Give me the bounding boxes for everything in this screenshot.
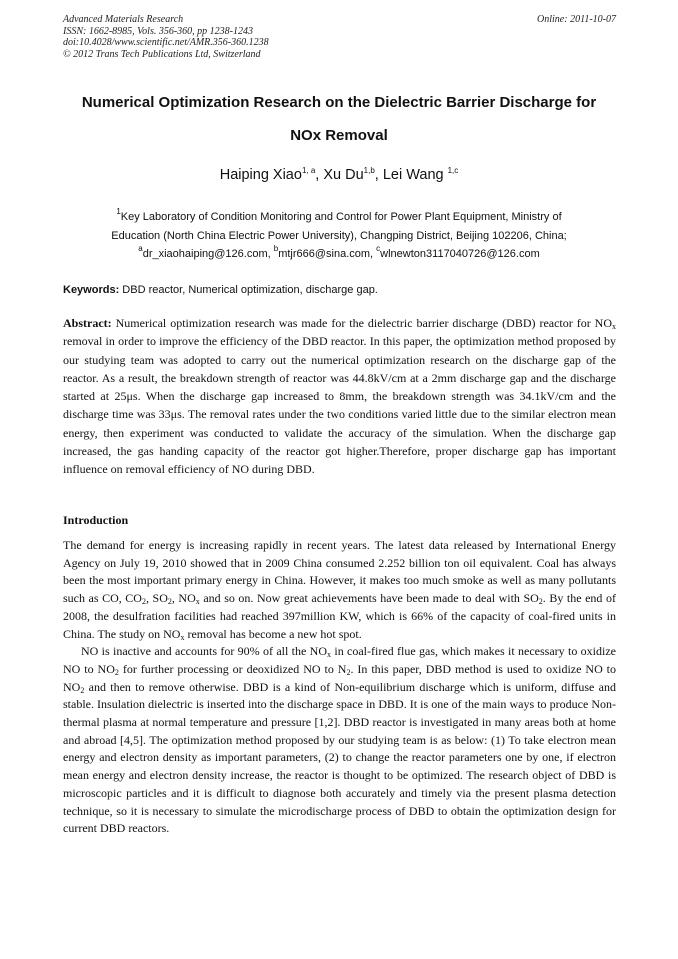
affiliation-line-2: Education (North China Electric Power University), Changping District, Beijing 102206, China; (111, 230, 567, 242)
journal-name: Advanced Materials Research (63, 14, 184, 25)
journal-header (63, 14, 616, 60)
issn-line: ISSN: 1662-8985, Vols. 356-360, pp 1238-1243 (63, 25, 253, 37)
text: and so on. Now great achievements have been made to deal with SO (199, 591, 539, 606)
text: The demand for energy is increasing rapidly in recent years. The latest data released by International Energy Agency on July 19, 2010 showed that in 2009 China consumed 2.252 billion ton oil equivalent. Coal has always been the most important primary energy in China. However, it makes too much smoke as well as many pollutants such as CO, CO (63, 538, 616, 606)
email-link[interactable]: dr_xiaohaiping@126.com, (142, 248, 274, 260)
title-line-1: Numerical Optimization Research on the Dielectric Barrier Discharge for (81, 94, 597, 111)
author-separator: , (315, 167, 324, 183)
subscript: 2 (80, 685, 85, 695)
text: NO is inactive and accounts for 90% of all the NO (81, 644, 328, 659)
doi-line: doi:10.4028/www.scientific.net/AMR.356-360.1238 (63, 37, 269, 48)
text: removal has become a new hot spot. (184, 626, 362, 641)
abstract (63, 314, 616, 479)
email-sup: b (273, 244, 279, 253)
author-sup: 1,b (363, 166, 375, 175)
text: in coal-fired flue gas, which makes it necessary to oxidize NO to NO (63, 644, 616, 676)
introduction-body (63, 537, 616, 838)
paragraph (63, 643, 616, 838)
keywords-text: DBD reactor, Numerical optimization, discharge gap. (119, 284, 378, 296)
text: , SO (145, 591, 168, 606)
subscript: 2 (114, 667, 119, 677)
abstract-text: removal in order to improve the efficiency of the DBD reactor. In this paper, the optimization method proposed by our studying team was adopted to carry out the numerical optimization research on the discharge gap of the reactor. As a result, the breakdown strength of reactor was 44.8kV/cm at a 2mm discharge gap and the discharge started at 25μs. When the discharge gap increased to 8mm, the breakdown strength was 34.1kV/cm and the discharge time was 33μs. The removal rates under the two conditions varied little due to the similar electron mean energy, then experiment was conducted to validate the accuracy of the simulation. When the discharge gap increased, the gas handing capacity of the reactor got higher.Therefore, proper discharge gap has important influence on removal efficiency of NO during DBD. (63, 334, 616, 477)
subscript: 2 (538, 597, 543, 607)
email-link[interactable]: wlnewton3117040726@126.com (380, 248, 540, 260)
abstract-label: Abstract: (63, 316, 112, 330)
abstract-text: Numerical optimization research was made for the dielectric barrier discharge (DBD) reactor for NO (111, 316, 612, 330)
affiliation-line-1: Key Laboratory of Condition Monitoring and Control for Power Plant Equipment, Ministry of (120, 211, 562, 223)
text: . By the end of 2008, the desulfration facilities had reached 397million KW, which is 66% of the capacity of coal-fired units in China. The study on NO (63, 591, 616, 641)
subscript: x (327, 650, 332, 660)
subscript: 2 (141, 597, 146, 607)
keywords (63, 284, 616, 296)
subscript: x (180, 632, 185, 642)
email-sup: c (376, 244, 381, 253)
author-name: Haiping Xiao (219, 167, 302, 183)
author-sup: 1, a (301, 166, 316, 175)
author-list (40, 166, 638, 183)
text: and then to remove otherwise. DBD is a kind of Non-equilibrium discharge which is uniform, diffuse and stable. Insulation dielectric is inserted into the discharge space in DBD. It is one of the main ways to produce Non-thermal plasma at normal temperature and pressure [1,2]. DBD reactor is investigated in many areas both at home and abroad [4,5]. The optimization method proposed by our studying team is as below: (1) To take electron mean energy and electron density as important parameters, (2) to change the reactor parameters one by one, if electron mean energy and electron density increase, the reactor is thought to be optimized. The research object of DBD is microscopic particles and it is difficult to diagnose both accurately and timely via the present plasma detection technique, so it is necessary to simulate the microdischarge process of DBD to obtain the optimization design for current DBD reactors. (63, 679, 616, 836)
author-separator: , (374, 167, 383, 183)
email-sup: a (138, 244, 143, 253)
copyright-line: © 2012 Trans Tech Publications Ltd, Switzerland (63, 48, 261, 60)
subscript: x (612, 322, 616, 331)
email-link[interactable]: mtjr666@sina.com, (278, 248, 377, 260)
subscript: x (195, 597, 200, 607)
subscript: 2 (346, 667, 351, 677)
text: for further processing or deoxidized NO to N (118, 661, 347, 676)
paper-title (40, 86, 638, 152)
affiliation (60, 202, 618, 246)
text: , NO (171, 591, 196, 606)
author-emails (40, 244, 638, 260)
subscript: 2 (167, 597, 172, 607)
online-date: Online: 2011-10-07 (537, 14, 616, 25)
affiliation-sup: 1 (116, 207, 121, 216)
section-heading: Introduction (63, 513, 129, 527)
keywords-label: Keywords: (63, 284, 120, 296)
author-name: Xu Du (323, 167, 364, 183)
author-sup: 1,c (447, 166, 459, 175)
author-name: Lei Wang (382, 167, 448, 183)
text: . In this paper, DBD method is used to oxidize NO to NO (63, 661, 617, 694)
title-line-2: NOx Removal (290, 127, 388, 144)
paragraph (63, 537, 616, 643)
